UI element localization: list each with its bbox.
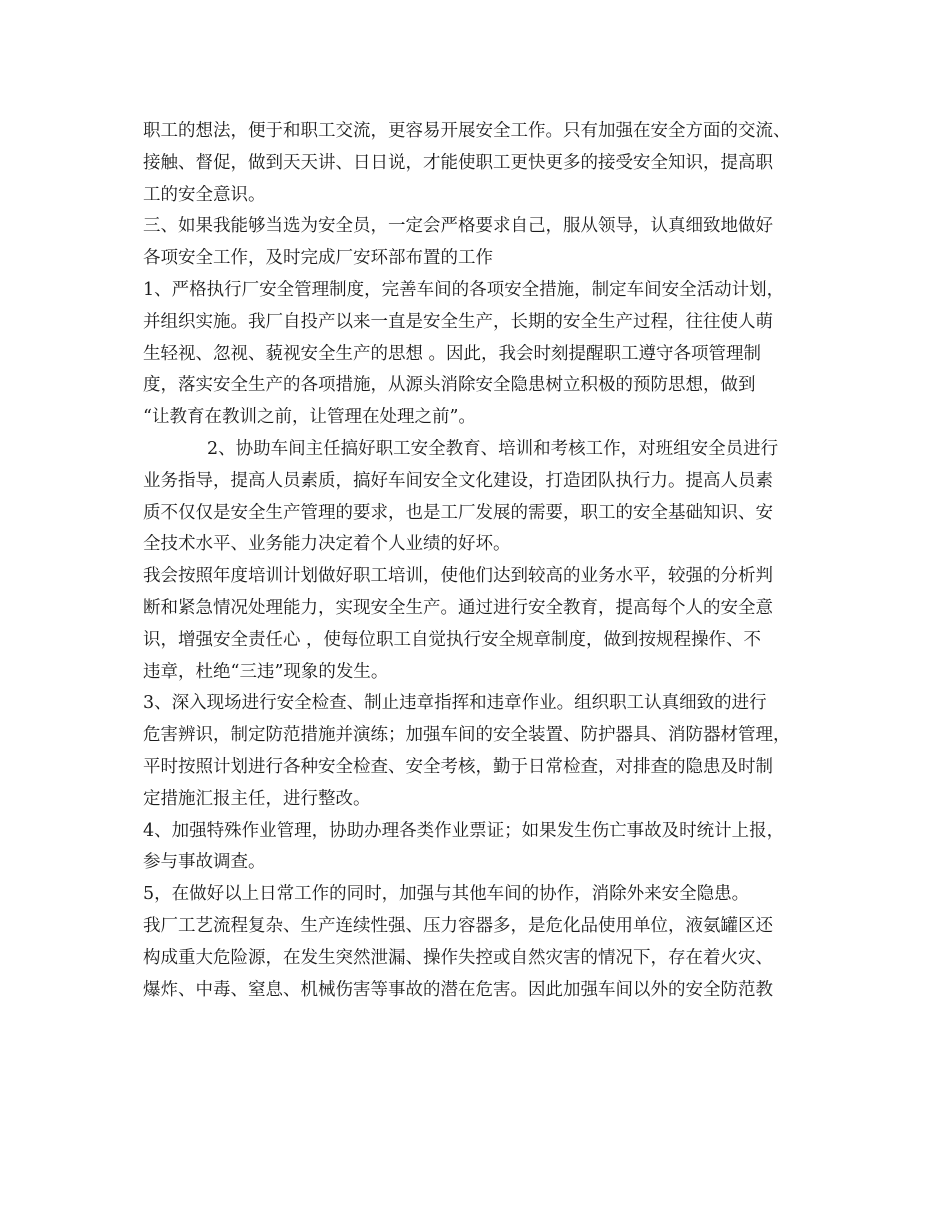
- text-line: 参与事故调查。: [143, 852, 266, 873]
- text-line: 度，落实安全生产的各项措施，从源头消除安全隐患树立积极的预防思想，做到: [143, 375, 756, 396]
- text-line: 我会按照年度培训计划做好职工培训，使他们达到较高的业务水平，较强的分析判: [143, 566, 773, 587]
- text-line: 接触、督促，做到天天讲、日日说，才能使职工更快更多的接受安全知识，提高职: [143, 152, 773, 173]
- text-line: 识，增强安全责任心 ，使每位职工自觉执行安全规章制度，做到按规程操作、不: [143, 629, 762, 650]
- text-line: 并组织实施。我厂自投产以来一直是安全生产，长期的安全生产过程，往往使人萌: [143, 311, 773, 332]
- text-line: 4、加强特殊作业管理，协助办理各类作业票证；如果发生伤亡事故及时统计上报，: [143, 820, 785, 841]
- text-line: 各项安全工作，及时完成厂安环部布置的工作: [143, 248, 493, 269]
- text-line: 全技术水平、业务能力决定着个人业绩的好坏。: [143, 534, 511, 555]
- body-text: [143, 116, 843, 1006]
- text-line: 定措施汇报主任，进行整改。: [143, 788, 371, 809]
- text-line: 3、深入现场进行安全检查、制止违章指挥和违章作业。组织职工认真细致的进行: [143, 693, 767, 714]
- text-line: 5，在做好以上日常工作的同时，加强与其他车间的协作，消除外来安全隐患。: [143, 884, 750, 905]
- text-line: 爆炸、中毒、窒息、机械伤害等事故的潜在危害。因此加强车间以外的安全防范教: [143, 979, 773, 1000]
- text-line: 危害辨识，制定防范措施并演练；加强车间的安全装置、防护器具、消防器材管理，: [143, 725, 791, 746]
- text-line: 职工的想法，便于和职工交流，更容易开展安全工作。只有加强在安全方面的交流、: [143, 121, 791, 141]
- text-line: 质不仅仅是安全生产管理的要求，也是工厂发展的需要，职工的安全基础知识、安: [143, 502, 773, 523]
- text-line: 我厂工艺流程复杂、生产连续性强、压力容器多，是危化品使用单位，液氨罐区还: [143, 915, 773, 936]
- text-line: 平时按照计划进行各种安全检查、安全考核，勤于日常检查，对排查的隐患及时制: [143, 756, 773, 777]
- text-line: 三、如果我能够当选为安全员，一定会严格要求自己，服从领导，认真细致地做好: [143, 216, 773, 237]
- text-line: 1、严格执行厂安全管理制度，完善车间的各项安全措施，制定车间安全活动计划，: [143, 279, 785, 300]
- text-line: 业务指导，提高人员素质，搞好车间安全文化建设，打造团队执行力。提高人员素: [143, 470, 773, 491]
- text-line: 2、协助车间主任搞好职工安全教育、培训和考核工作，对班组安全员进行: [207, 438, 779, 459]
- text-line: 工的安全意识。: [143, 184, 266, 205]
- text-line: 生轻视、忽视、藐视安全生产的思想 。因此，我会时刻提醒职工遵守各项管理制: [143, 343, 762, 364]
- text-line: 构成重大危险源，在发生突然泄漏、操作失控或自然灾害的情况下，存在着火灾、: [143, 947, 773, 968]
- text-line: 断和紧急情况处理能力，实现安全生产。通过进行安全教育，提高每个人的安全意: [143, 597, 773, 618]
- text-line: “让教育在教训之前，让管理在处理之前”。: [143, 407, 476, 428]
- text-line: 违章，杜绝“三违”现象的发生。: [143, 661, 389, 682]
